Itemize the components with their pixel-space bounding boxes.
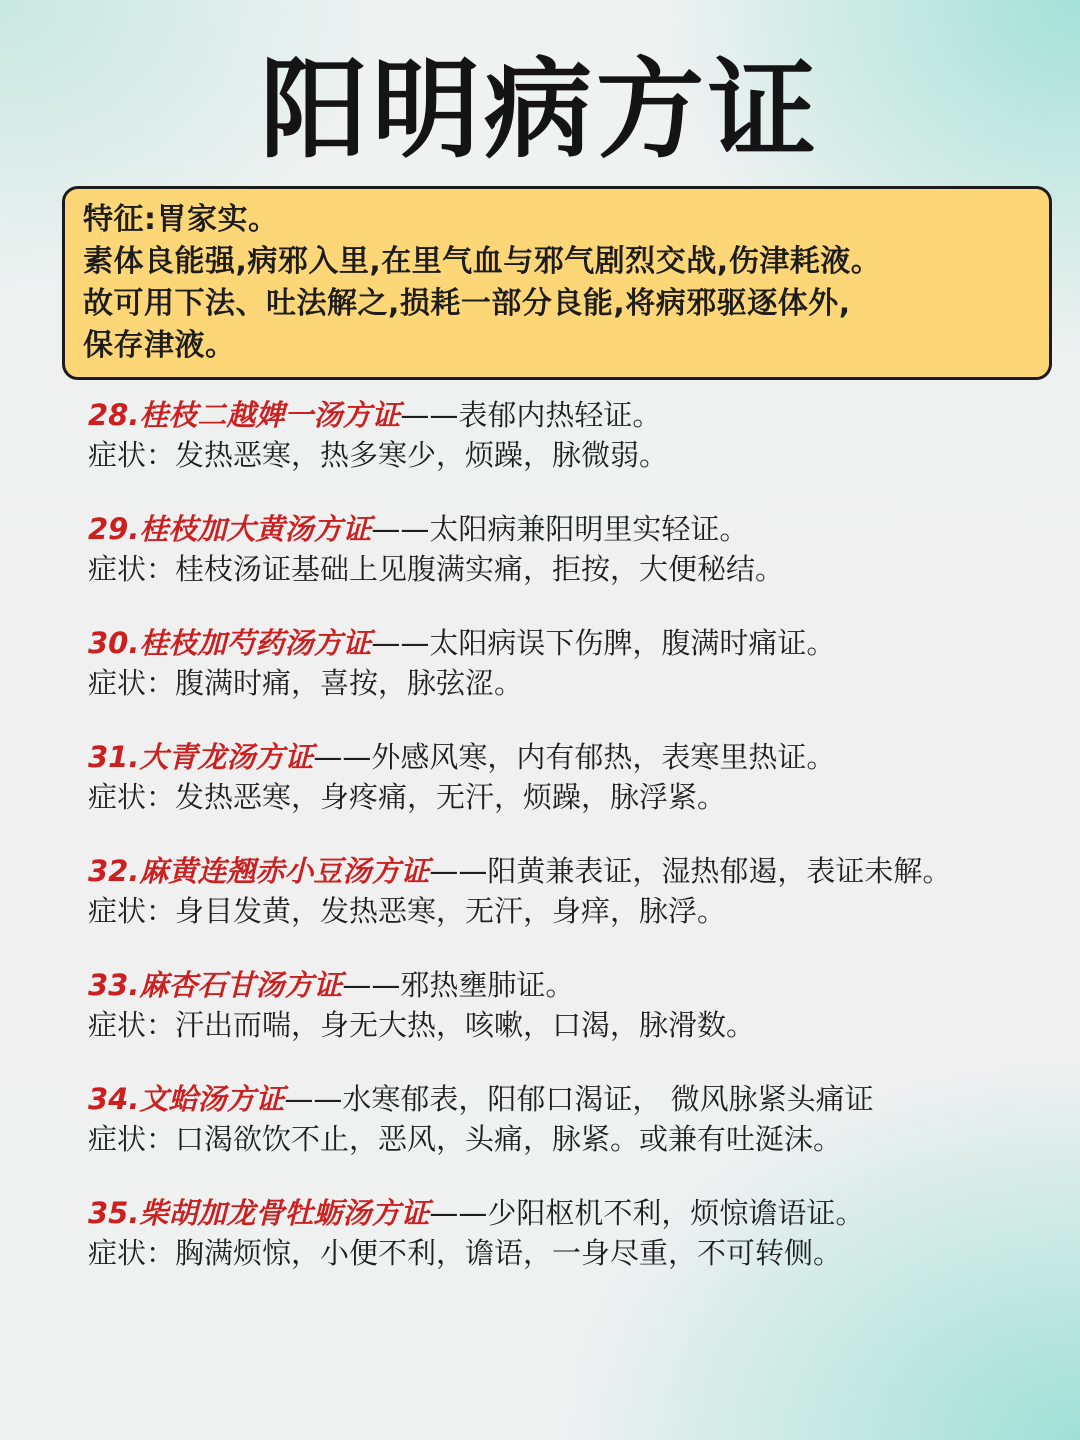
formula-item — [88, 623, 1048, 737]
formula-heading — [88, 395, 1048, 435]
formula-list — [88, 395, 1048, 1307]
formula-heading — [88, 965, 1048, 1005]
formula-description: ——太阳病误下伤脾，腹满时痛证。 — [371, 626, 836, 660]
formula-description: ——少阳枢机不利，烦惊谵语证。 — [429, 1196, 865, 1230]
formula-item — [88, 851, 1048, 965]
intro-box — [62, 186, 1052, 380]
formula-description: ——水寒郁表，阳郁口渴证， 微风脉紧头痛证 — [284, 1082, 874, 1116]
formula-symptom: 症状：腹满时痛，喜按，脉弦涩。 — [88, 666, 524, 700]
formula-heading — [88, 509, 1048, 549]
formula-heading — [88, 1079, 1048, 1119]
intro-line: 保存津液。 — [83, 328, 236, 363]
formula-symptom: 症状：桂枝汤证基础上见腹满实痛，拒按，大便秘结。 — [88, 552, 785, 586]
formula-heading — [88, 1193, 1048, 1233]
formula-item — [88, 395, 1048, 509]
formula-name: 32.麻黄连翘赤小豆汤方证 — [88, 854, 430, 888]
formula-item — [88, 1079, 1048, 1193]
formula-item — [88, 1193, 1048, 1307]
formula-description: ——邪热壅肺证。 — [342, 968, 575, 1002]
formula-heading — [88, 623, 1048, 663]
formula-name: 35.柴胡加龙骨牡蛎汤方证 — [88, 1196, 430, 1230]
page-title: 阳明病方证 — [259, 47, 820, 173]
formula-symptom: 症状：发热恶寒，热多寒少，烦躁，脉微弱。 — [88, 438, 669, 472]
formula-item — [88, 737, 1048, 851]
formula-name: 31.大青龙汤方证 — [88, 740, 314, 774]
formula-heading — [88, 737, 1048, 777]
formula-name: 28.桂枝二越婢一汤方证 — [88, 398, 401, 432]
formula-description: ——外感风寒，内有郁热，表寒里热证。 — [313, 740, 836, 774]
intro-line: 素体良能强,病邪入里,在里气血与邪气剧烈交战,伤津耗液。 — [83, 244, 882, 279]
formula-name: 30.桂枝加芍药汤方证 — [88, 626, 372, 660]
formula-item — [88, 509, 1048, 623]
formula-name: 33.麻杏石甘汤方证 — [88, 968, 343, 1002]
formula-description: ——表郁内热轻证。 — [400, 398, 662, 432]
formula-heading — [88, 851, 1048, 891]
formula-name: 34.文蛤汤方证 — [88, 1082, 285, 1116]
formula-symptom: 症状：汗出而喘，身无大热，咳嗽，口渴，脉滑数。 — [88, 1008, 756, 1042]
formula-symptom: 症状：发热恶寒，身疼痛，无汗，烦躁，脉浮紧。 — [88, 780, 727, 814]
formula-symptom: 症状：口渴欲饮不止，恶风，头痛，脉紧。或兼有吐涎沫。 — [88, 1122, 843, 1156]
formula-symptom: 症状：身目发黄，发热恶寒，无汗，身痒，脉浮。 — [88, 894, 727, 928]
formula-description: ——阳黄兼表证，湿热郁遏，表证未解。 — [429, 854, 952, 888]
formula-name: 29.桂枝加大黄汤方证 — [88, 512, 372, 546]
intro-line: 特征:胃家实。 — [83, 202, 279, 237]
formula-item — [88, 965, 1048, 1079]
formula-symptom: 症状：胸满烦惊，小便不利，谵语，一身尽重，不可转侧。 — [88, 1236, 843, 1270]
intro-line: 故可用下法、吐法解之,损耗一部分良能,将病邪驱逐体外, — [83, 286, 851, 321]
formula-description: ——太阳病兼阳明里实轻证。 — [371, 512, 749, 546]
